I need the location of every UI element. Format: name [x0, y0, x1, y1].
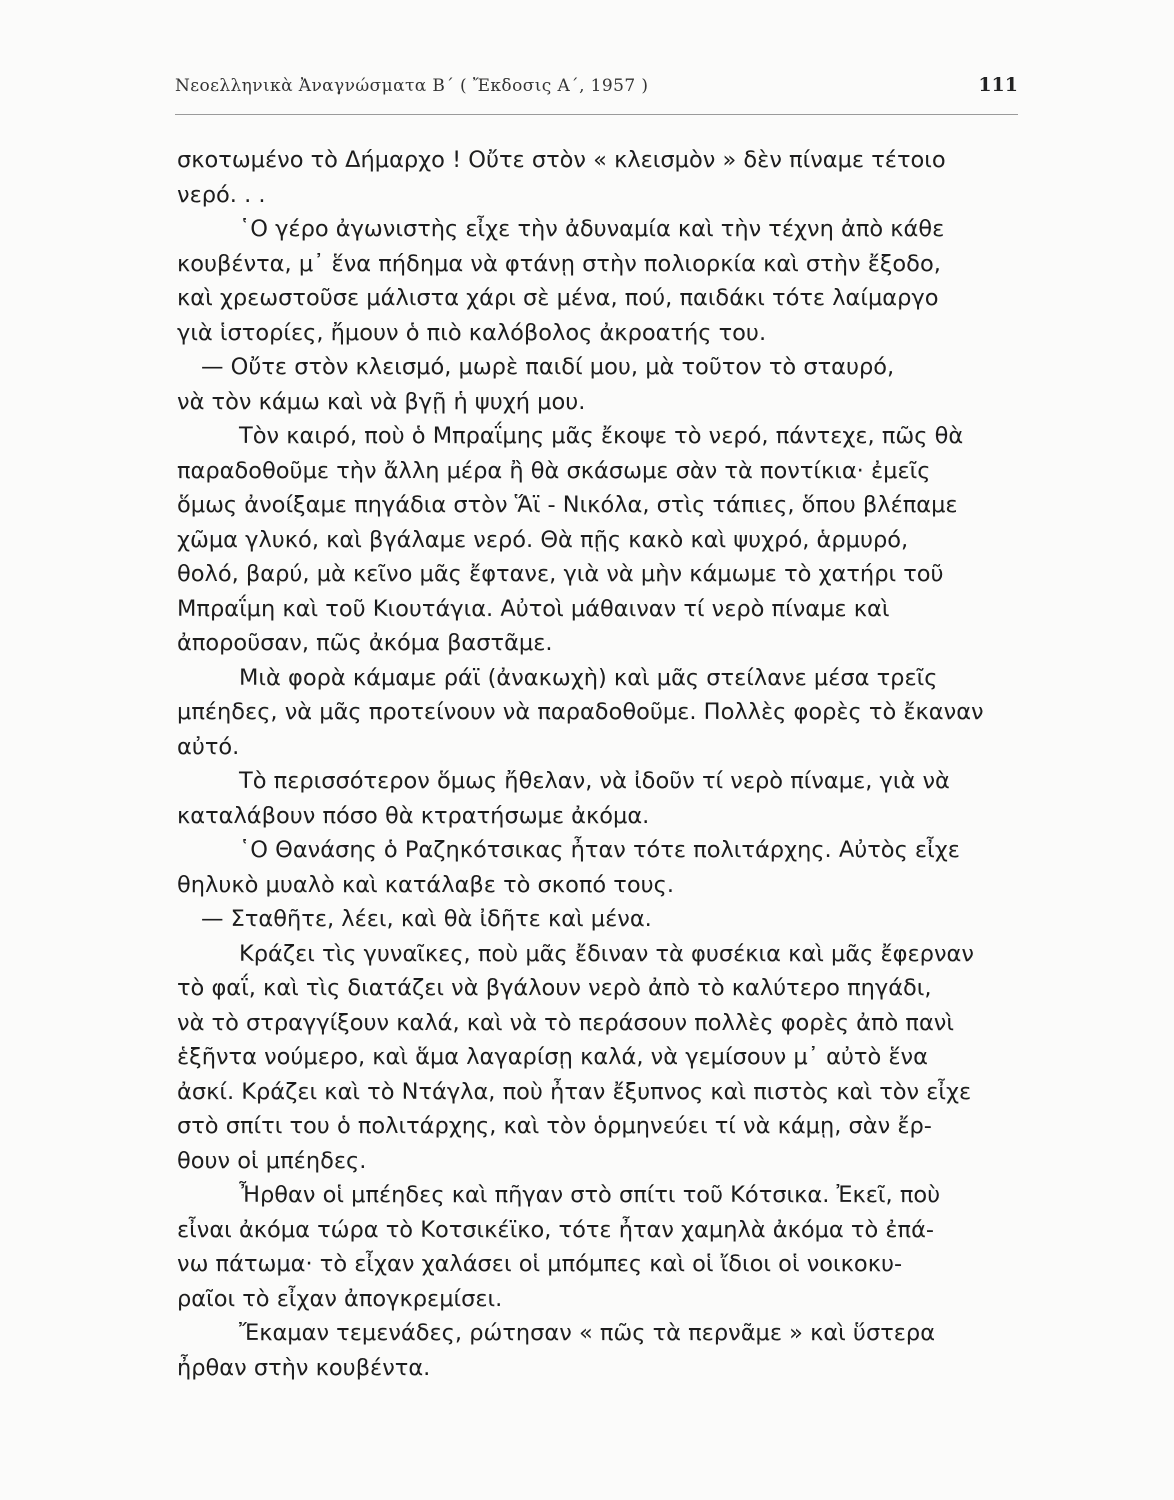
- text-line: αὐτό.: [177, 733, 240, 760]
- text-line: Τὸ περισσότερον ὅμως ἤθελαν, νὰ ἰδοῦν τί νερὸ πίναμε, γιὰ νὰ: [239, 768, 950, 794]
- text-line: θηλυκὸ μυαλὸ καὶ κατάλαβε τὸ σκοπό τους.: [177, 871, 674, 898]
- text-line: ραῖοι τὸ εἶχαν ἀπογκρεμίσει.: [177, 1285, 503, 1312]
- paragraph: [177, 833, 1029, 902]
- text-line: ἦρθαν στὴν κουβέντα.: [177, 1354, 431, 1381]
- text-line: Τὸν καιρό, ποὺ ὁ Μπραΐμης μᾶς ἔκοψε τὸ νερό, πάντεχε, πῶς θὰ: [239, 423, 964, 449]
- text-line: Ἦρθαν οἱ μπέηδες καὶ πῆγαν στὸ σπίτι τοῦ Κότσικα. Ἐκεῖ, ποὺ: [239, 1182, 941, 1208]
- paragraph: [177, 1178, 1029, 1316]
- text-line: τὸ φαΐ, καὶ τὶς διατάζει νὰ βγάλουν νερὸ ἀπὸ τὸ καλύτερο πηγάδι,: [177, 975, 932, 1001]
- text-line: — Σταθῆτε, λέει, καὶ θὰ ἰδῆτε καὶ μένα.: [201, 906, 652, 932]
- text-line: ῾Ο γέρο ἀγωνιστὴς εἶχε τὴν ἀδυναμία καὶ τὴν τέχνη ἀπὸ κάθε: [239, 216, 945, 242]
- paragraph: [177, 1316, 1029, 1385]
- text-line: ὅμως ἀνοίξαμε πηγάδια στὸν Ἅϊ - Νικόλα, στὶς τάπιες, ὅπου βλέπαμε: [177, 492, 958, 518]
- text-line: Μπραΐμη καὶ τοῦ Κιουτάγια. Αὐτοὶ μάθαιναν τί νερὸ πίναμε καὶ: [177, 595, 890, 622]
- text-line: νερό. . .: [177, 181, 266, 208]
- text-line: Μιὰ φορὰ κάμαμε ράϊ (ἀνακωχὴ) καὶ μᾶς στείλανε μέσα τρεῖς: [239, 664, 938, 691]
- text-line: μπέηδες, νὰ μᾶς προτείνουν νὰ παραδοθοῦμε. Πολλὲς φορὲς τὸ ἔκαναν: [177, 699, 984, 725]
- text-line: καὶ χρεωστοῦσε μάλιστα χάρι σὲ μένα, πού, παιδάκι τότε λαίμαργο: [177, 285, 939, 311]
- text-line: νὰ τὸ στραγγίξουν καλά, καὶ νὰ τὸ περάσουν πολλὲς φορὲς ἀπὸ πανὶ: [177, 1009, 954, 1036]
- text-line: θουν οἱ μπέηδες.: [177, 1147, 367, 1174]
- text-line: ἑξῆντα νούμερο, καὶ ἅμα λαγαρίσῃ καλά, νὰ γεμίσουν μ᾿ αὐτὸ ἕνα: [177, 1044, 928, 1070]
- text-line: στὸ σπίτι του ὁ πολιτάρχης, καὶ τὸν ὁρμηνεύει τί νὰ κάμῃ, σὰν ἔρ-: [177, 1113, 932, 1139]
- text-line: ἀποροῦσαν, πῶς ἀκόμα βαστᾶμε.: [177, 630, 553, 656]
- text-line: σκοτωμένο τὸ Δήμαρχο ! Οὔτε στὸν « κλεισμὸν » δὲν πίναμε τέτοιο: [177, 147, 946, 173]
- paragraph: [177, 661, 1029, 765]
- running-head: [175, 72, 1018, 104]
- text-line: γιὰ ἱστορίες, ἤμουν ὁ πιὸ καλόβολος ἀκροατής του.: [177, 319, 767, 346]
- text-line: — Οὔτε στὸν κλεισμό, μωρὲ παιδί μου, μὰ τοῦτον τὸ σταυρό,: [201, 354, 895, 380]
- paragraph-continuation: [177, 143, 1029, 212]
- text-line: Ἔκαμαν τεμενάδες, ρώτησαν « πῶς τὰ περνᾶμε » καὶ ὕστερα: [239, 1320, 936, 1346]
- text-line: χῶμα γλυκό, καὶ βγάλαμε νερό. Θὰ πῇς κακὸ καὶ ψυχρό, ἁρμυρό,: [177, 526, 909, 553]
- text-line: θολό, βαρύ, μὰ κεῖνο μᾶς ἔφτανε, γιὰ νὰ μὴν κάμωμε τὸ χατήρι τοῦ: [177, 561, 944, 587]
- page-number: 111: [978, 74, 1018, 96]
- text-line: νω πάτωμα· τὸ εἶχαν χαλάσει οἱ μπόμπες καὶ οἱ ἴδιοι οἱ νοικοκυ-: [177, 1251, 903, 1277]
- paragraph: [177, 937, 1029, 1179]
- dialog-paragraph: [177, 902, 1029, 937]
- text-line: εἶναι ἀκόμα τώρα τὸ Κοτσικέϊκο, τότε ἦταν χαμηλὰ ἀκόμα τὸ ἐπά-: [177, 1216, 935, 1243]
- text-line: Κράζει τὶς γυναῖκες, ποὺ μᾶς ἔδιναν τὰ φυσέκια καὶ μᾶς ἔφερναν: [239, 940, 974, 967]
- text-line: κουβέντα, μ᾿ ἕνα πήδημα νὰ φτάνῃ στὴν πολιορκία καὶ στὴν ἔξοδο,: [177, 250, 941, 277]
- text-line: καταλάβουν πόσο θὰ κτρατήσωμε ἀκόμα.: [177, 802, 650, 829]
- text-line: παραδοθοῦμε τὴν ἄλλη μέρα ἢ θὰ σκάσωμε σὰν τὰ ποντίκια· ἐμεῖς: [177, 457, 931, 484]
- header-rule: [175, 114, 1018, 115]
- paragraph: [177, 212, 1029, 350]
- running-title: Νεοελληνικὰ Ἀναγνώσματα Β΄ ( Ἔκδοσις Α΄, 1957 ): [175, 76, 649, 96]
- text-line: ἀσκί. Κράζει καὶ τὸ Ντάγλα, ποὺ ἦταν ἔξυπνος καὶ πιστὸς καὶ τὸν εἶχε: [177, 1078, 972, 1105]
- text-line: νὰ τὸν κάμω καὶ νὰ βγῇ ἡ ψυχή μου.: [177, 388, 586, 415]
- body-text: [177, 143, 1029, 1385]
- text-line: ῾Ο Θανάσης ὁ Ραζηκότσικας ἦταν τότε πολιτάρχης. Αὐτὸς εἶχε: [239, 837, 960, 863]
- paragraph: [177, 419, 1029, 661]
- dialog-paragraph: [177, 350, 1029, 419]
- paragraph: [177, 764, 1029, 833]
